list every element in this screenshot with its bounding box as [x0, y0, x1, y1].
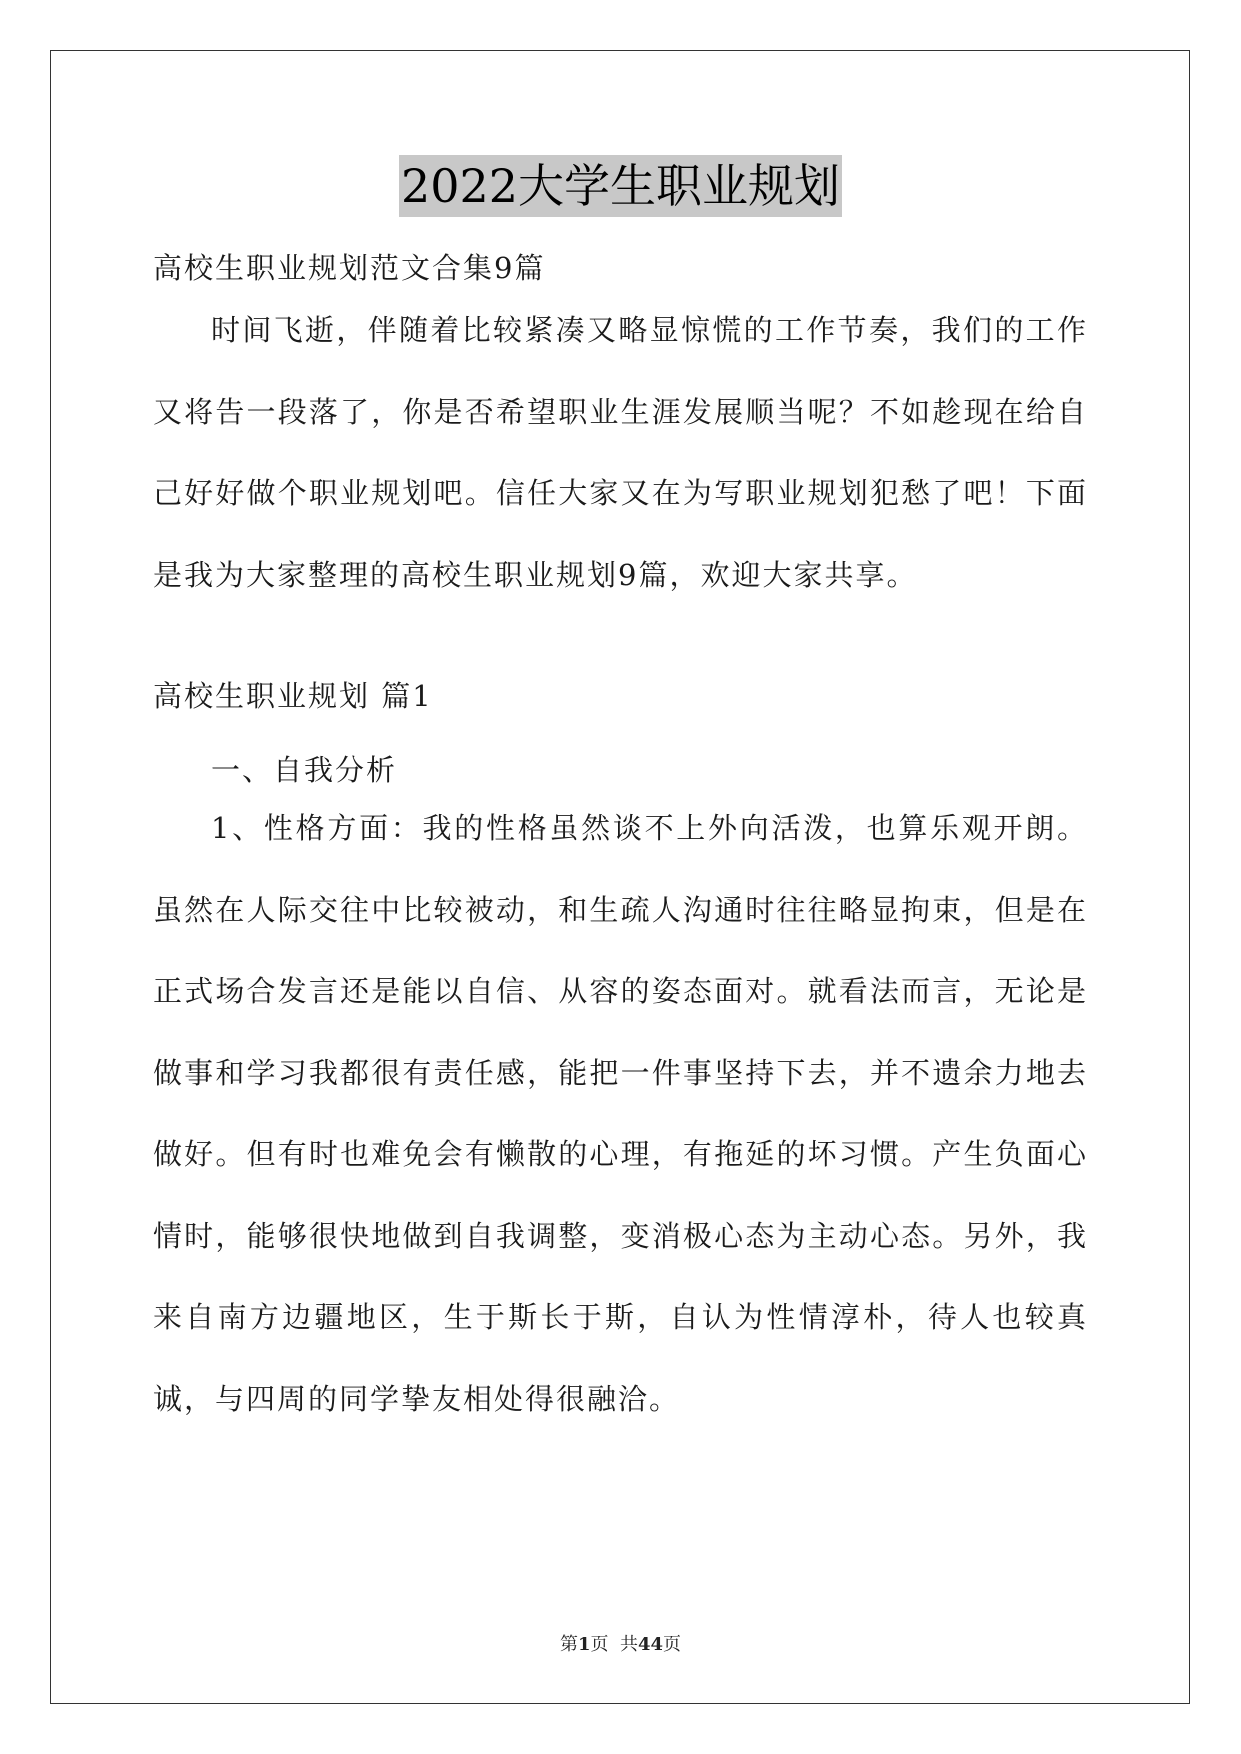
document-title: 2022大学生职业规划	[399, 155, 842, 217]
subheading: 一、自我分析	[211, 753, 398, 787]
section-heading: 高校生职业规划 篇1	[153, 679, 433, 713]
intro-paragraph: 时间飞逝，伴随着比较紧凑又略显惊慌的工作节奏，我们的工作又将告一段落了，你是否希望职业生涯发展顺当呢？不如趁现在给自己好好做个职业规划吧。信任大家又在为写职业规划犯愁了吧！下面是我为大家整理的高校生职业规划9篇，欢迎大家共享。	[153, 313, 1088, 592]
page-footer	[0, 1630, 1241, 1656]
footer-middle: 页 共	[590, 1634, 638, 1655]
footer-suffix: 页	[663, 1634, 682, 1655]
footer-prefix: 第	[559, 1634, 578, 1655]
title-container	[0, 155, 1241, 217]
body-paragraph: 1、性格方面：我的性格虽然谈不上外向活泼，也算乐观开朗。虽然在人际交往中比较被动，和生疏人沟通时往往略显拘束，但是在正式场合发言还是能以自信、从容的姿态面对。就看法而言，无论是做事和学习我都很有责任感，能把一件事坚持下去，并不遗余力地去做好。但有时也难免会有懒散的心理，有拖延的坏习惯。产生负面心情时，能够很快地做到自我调整，变消极心态为主动心态。另外，我来自南方边疆地区，生于斯长于斯，自认为性情淳朴，待人也较真诚，与四周的同学挚友相处得很融洽。	[153, 811, 1088, 1416]
footer-total-pages: 44	[637, 1634, 664, 1655]
subtitle: 高校生职业规划范文合集9篇	[153, 251, 546, 285]
footer-current-page: 1	[577, 1634, 591, 1655]
